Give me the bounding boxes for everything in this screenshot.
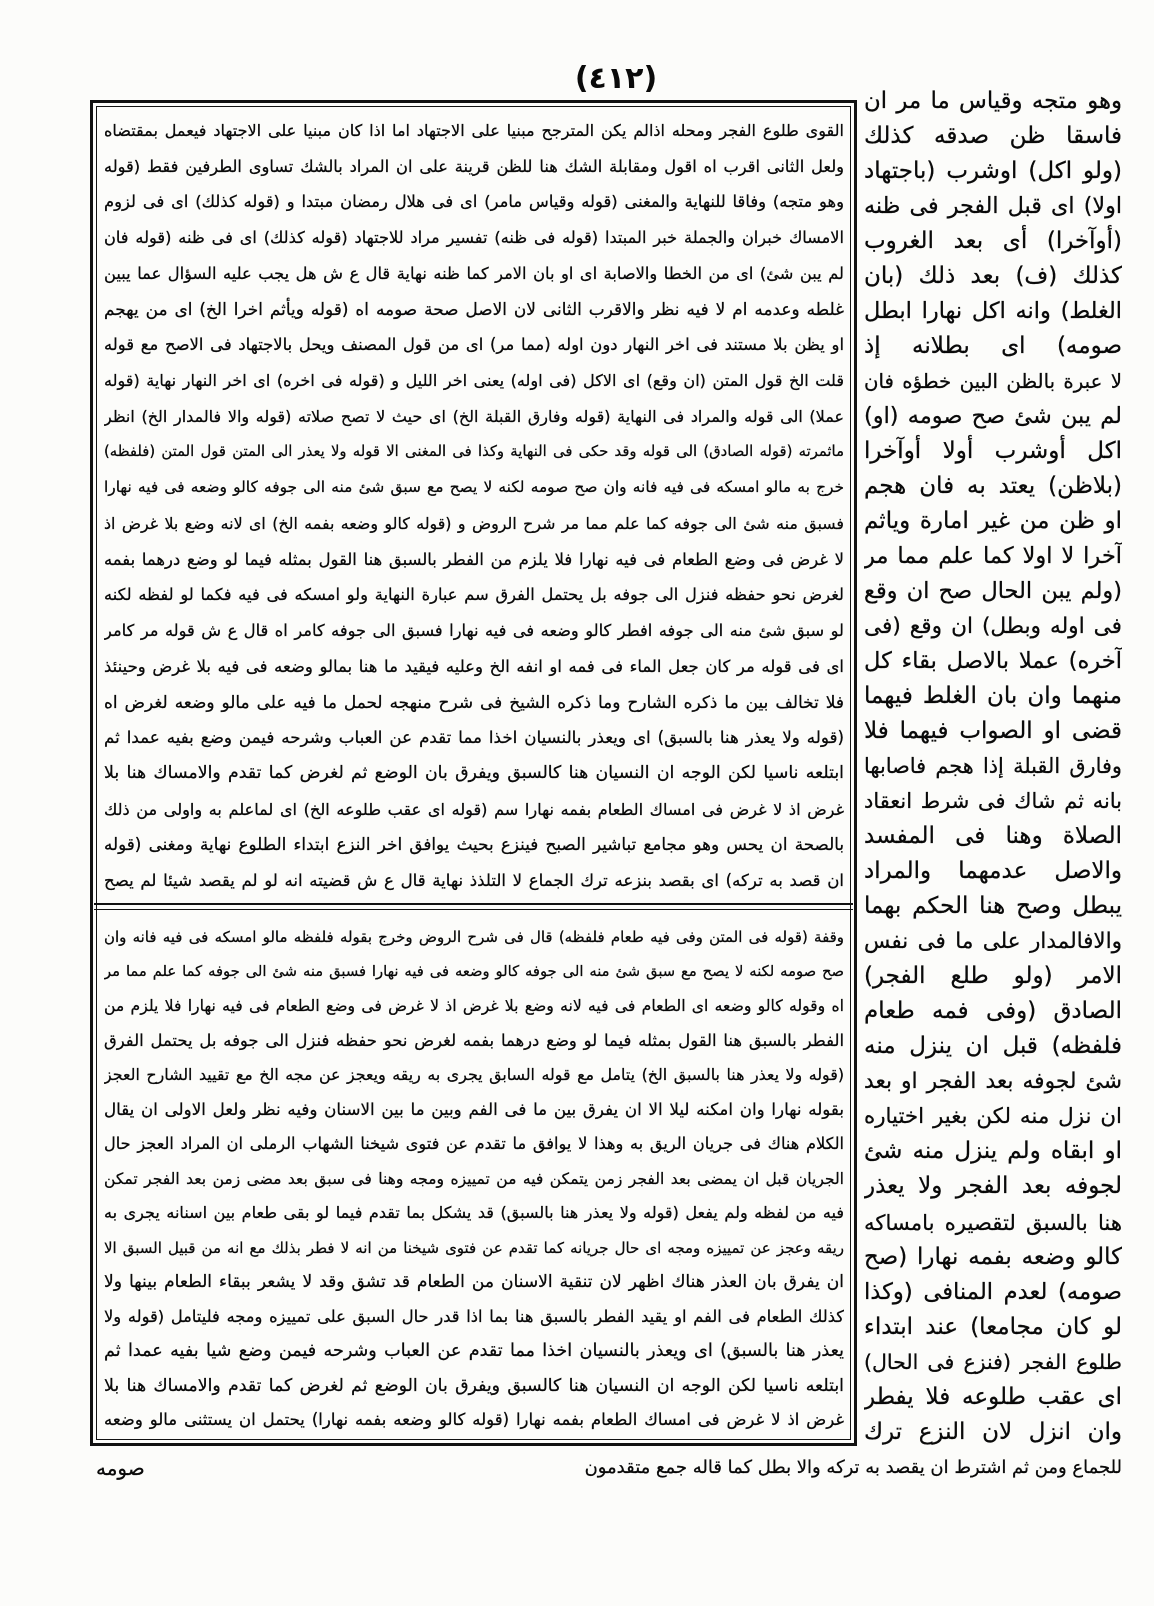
text-line: ان نزل منه لكن بغير اختياره [864,1104,1122,1130]
text-line: كالو وضعه بفمه نهارا (صح [864,1243,1122,1270]
text-line: وان انزل لان النزع ترك [864,1418,1122,1445]
text-line: بانه ثم شاك فى شرط انعقاد [864,789,1122,814]
text-line: لجوفه بعد الفجر ولا يعذر [864,1173,1122,1200]
text-line: وقفة (قوله فى المتن وفى فيه طعام فلفظه) قال فى شرح الروض وخرج بقوله فلفظه مالو امسكه فى فيه فانه وان [104,928,844,946]
commentary-lower [104,920,844,1438]
text-line: وفارق القبلة إذا هجم فاصابها [864,754,1122,779]
text-line: يبطل وصح هنا الحكم بهما [864,893,1122,920]
text-line: آخرا لا اولا كما علم مما مر [864,543,1122,570]
text-line: ماثمرته (قوله الصادق) الى قوله وقد حكى فى النهاية وكذا فى المغنى الا قوله ولا يعذر الى المتن قول المتن (فلفظه) [104,443,844,461]
text-line: والافالمدار على ما فى نفس [864,929,1122,955]
text-line: فلا تخالف بين ما ذكره الشارح وما ذكره الشيخ فى شرح منهجه لحمل ما فيه على مالو وضعه لغرض اه [104,691,844,712]
text-line: (ولم يبن الحال صح ان وقع [864,578,1122,605]
text-line: يعذر هنا بالسبق) اى ويعذر بالنسيان اخذا مما تقدم عن العباب وشرحه فيمن وضع شيا بفيه عمدا ثم [104,1341,844,1362]
text-line: قضى او الصواب فيهما فلا [864,718,1122,745]
text-line: ان قصد به تركه) اى بقصد بنزعه ترك الجماع لا التلذذ نهاية قال ع ش قضيته انه لو لم يقصد شيئا لم يصح [104,871,844,891]
text-line: كذلك الطعام فى الفم او يقيد الفطر بالسبق هنا بما اذا قدر حال السبق على تمييزه ومجه فليتامل (قوله ولا [104,1306,844,1326]
text-line: الغلط) وانه اكل نهارا ابطل [864,298,1122,325]
commentary-upper [104,113,844,899]
text-line: صح صومه لكنه لا يصح مع سبق شئ منه الى جوفه كالو وضعه فى فيه نهارا فسبق منه شئ الى جوفه كما علم مما مر [104,962,844,980]
text-line: (قوله ولا يعذر هنا بالسبق) اى ويعذر بالنسيان اخذا مما تقدم عن العباب وشرحه فيمن وضع بفيه عمدا ثم [104,727,844,748]
text-line: خرج به مالو امسكه فى فيه فانه وان صح صومه لكنه لا يصح مع سبق شئ منه الى جوفه كالو وضعه فى فيه نهارا [104,478,844,497]
text-line: اكل أوشرب أولا أوآخرا [864,438,1122,465]
text-line: لو كان مجامعا) عند ابتداء [864,1313,1122,1340]
text-line: شئ لجوفه بعد الفجر او بعد [864,1069,1122,1095]
text-line: ان يفرق بان العذر هناك اظهر لان تنقية الاسنان من الطعام قد تشق وقد لا يشعر ببقاء الطعام بينها ولا [104,1272,844,1293]
page-number: (٤١٢) [574,61,658,96]
text-line: صومه) اى بطلانه إذ [864,333,1122,360]
continuation-line: للجماع ومن ثم اشترط ان يقصد به تركه والا بطل كما قاله جمع متقدمون [584,1457,1122,1478]
text-line: الصلاة وهنا فى المفسد [864,823,1122,850]
text-line: ولعل الثانى اقرب اه اقول ومقابلة الشك هنا للظن قرينة على ان المراد بالشك تساوى الطرفين فقط (قوله [104,156,844,176]
text-line: الامساك خبران والجملة خبر المبتدا (قوله فى ظنه) تفسير مراد للاجتهاد (قوله كذلك) اى فى ظنه (قوله فان [104,228,844,248]
text-line: هنا بالسبق لتقصيره بامساكه [864,1209,1122,1235]
text-line: بالصحة ان يحس وهو مجامع تباشير الصبح فينزع بحيث يوافق اخر النزع ابتداء الطلوع نهاية ومغنى (قوله [104,834,844,855]
text-line: فى اوله وبطل) ان وقع (فى [864,614,1122,640]
text-line: (ولو اكل) اوشرب (باجتهاد [864,158,1122,185]
text-line: (بلاظن) يعتد به فان هجم [864,473,1122,500]
text-line: الجريان قبل ان يمضى بعد الفجر زمن يتمكن فيه من تمييزه ومجه وهنا فى سبق بعد مضى زمن بعد الفجر تمكن [104,1169,844,1188]
text-line: القوى طلوع الفجر ومحله اذالم يكن المترجح مبنيا على الاجتهاد اما اذا كان مبنيا على الاجتهاد فيعمل بمقتضاه [104,121,844,140]
text-line: لم يبن شئ صح صومه (او) [864,403,1122,430]
frame-divider [94,903,853,905]
frame-divider [94,909,853,910]
text-line: اه وقوله كالو وضعه اى الطعام فى فيه لانه وضع بلا غرض اذ لا غرض فى وضع الطعام فى فيه نهارا فلا يلزم من [104,996,844,1016]
text-line: الكلام هناك فى جريان الريق به وهذا لا يوافق ما تقدم عن فتوى شيخنا الشهاب الرملى ان المراد العجز حال [104,1134,844,1154]
text-line: الفطر بالسبق هنا القول بمثله فيما لو وضع درهما بفمه لغرض نحو حفظه فنزل الى جوفه بل يحتمل الفرق [104,1030,844,1050]
text-line: غرض اذ لا غرض فى امساك الطعام بفمه نهارا (قوله كالو وضعه بفمه نهارا) يحتمل ان يستثنى مالو وضعه [104,1410,844,1430]
text-line: الصادق (وفى فمه طعام [864,998,1122,1025]
text-line: او ابقاه ولم ينزل منه شئ [864,1138,1122,1165]
text-line: غلطه وعدمه ام لا فيه نظر والاقرب الثانى لان الاصل صحة صومه اه (قوله ويأثم اخرا الخ) اى من يهجم [104,298,844,319]
text-line: اى عقب طلوعه فلا يفطر [864,1383,1122,1410]
text-line: طلوع الفجر (فنزع فى الحال) [864,1349,1122,1374]
text-line: ابتلعه ناسيا لكن الوجه ان النسيان هنا كالسبق ويفرق بان الوضع ثم لغرض كما تقدم والامساك هنا بلا [104,1375,844,1396]
text-line: صومه) لعدم المنافى (وكذا [864,1278,1122,1305]
text-line: ابتلعه ناسيا لكن الوجه ان النسيان هنا كالسبق ويفرق بان الوضع ثم لغرض كما تقدم والامساك هنا بلا [104,762,844,783]
text-line: بقوله نهارا وان امكنه ليلا الا ان يفرق بين ما فى الفم وبين ما بين الاسنان وفيه نظر ولعل الاولى ان يقال [104,1099,844,1119]
text-line: لغرض نحو حفظه فنزل الى جوفه بل يحتمل الفرق سم عبارة النهاية ولو امسكه فى فيه فكما لو لفظه لكنه [104,585,844,605]
text-line: وهو متجه) وفاقا للنهاية والمغنى (قوله وقياس مامر) اى فى هلال رمضان مبتدا و (قوله كذلك) اى فى لزوم [104,192,844,212]
text-line: اى فى قوله مر كان جعل الماء فى فمه او انفه الخ وعليه فيقيد ما هنا بمالو وضعه فى فيه بلا غرض وحينئذ [104,656,844,676]
text-line: لو سبق شئ منه الى جوفه افطر كالو وضعه فى فيه نهارا فسبق الى جوفه كامر اه قال ع ش قوله مر كامر [104,621,844,641]
text-line: كذلك (ف) بعد ذلك (بان [864,263,1122,290]
text-line: آخره) عملا بالاصل بقاء كل [864,648,1122,675]
main-text-margin [864,84,1122,1450]
text-line: غرض اذ لا غرض فى امساك الطعام بفمه نهارا سم (قوله اى عقب طلوعه الخ) اى لماعلم به واولى من ذلك [104,799,844,819]
text-line: اولا) اى قبل الفجر فى ظنه [864,193,1122,220]
text-line: قلت الخ قول المتن (ان وقع) اى الاكل (فى اوله) يعنى اخر الليل و (قوله فى اخره) اى اخر النهار نهاية (قوله [104,371,844,391]
text-line: الامر (ولو طلع الفجر) [864,963,1122,990]
text-line: فسبق منه شئ الى جوفه كما علم مما مر شرح الروض و (قوله كالو وضعه بفمه الخ) اى لانه وضع بلا غرض اذ [104,513,844,533]
text-line: او ظن من غير امارة وياثم [864,508,1122,535]
text-line: فلفظه) قبل ان ينزل منه [864,1033,1122,1060]
text-line: لا غرض فى وضع الطعام فى فيه نهارا فلا يلزم من الفطر بالسبق هنا القول بمثله فيما لو وضع درهما بفمه [104,549,844,569]
text-line: فيه من لفظه ولم يفعل (قوله ولا يعذر هنا بالسبق) قد يشكل بما تقدم فيما لو بقى طعام بين اسنانه يجرى به [104,1203,844,1223]
text-line: فاسقا ظن صدقه كذلك [864,123,1122,150]
text-line: منهما وان بان الغلط فيهما [864,683,1122,710]
text-line: او يظن بلا مستند فى اخر النهار دون اوله (مما مر) اى من قول المصنف ويحل بالاجتهاد فى الاصح مع قوله [104,335,844,355]
text-line: وهو متجه وقياس ما مر ان [864,88,1122,114]
text-line: لا عبرة بالظن البين خطؤه فان [864,370,1122,394]
text-line: (أوآخرا) أى بعد الغروب [864,228,1122,255]
catchword: صومه [96,1456,145,1480]
text-line: عملا) الى قوله والمراد فى النهاية (قوله وفارق القبلة الخ) اى حيث لا تصح صلاته (قوله والا فالمدار الخ) انظر [104,406,844,426]
text-line: والاصل عدمهما والمراد [864,858,1122,885]
text-line: ريقه وعجز عن تمييزه ومجه اى حال جريانه كما تقدم عن فتوى شيخنا من انه لا فطر بذلك مع انه من قبيل السبق الا [104,1238,844,1257]
text-line: لم يبن شئ) اى من الخطا والاصابة اى او بان الامر كما ظنه نهاية قال ع ش هل يجب عليه السؤال عما يبين [104,263,844,283]
text-line: (قوله ولا يعذر هنا بالسبق الخ) يتامل مع قوله السابق يجرى به ريقه ويعجز عن مجه الخ مع تقييد الشارح العجز [104,1065,844,1085]
